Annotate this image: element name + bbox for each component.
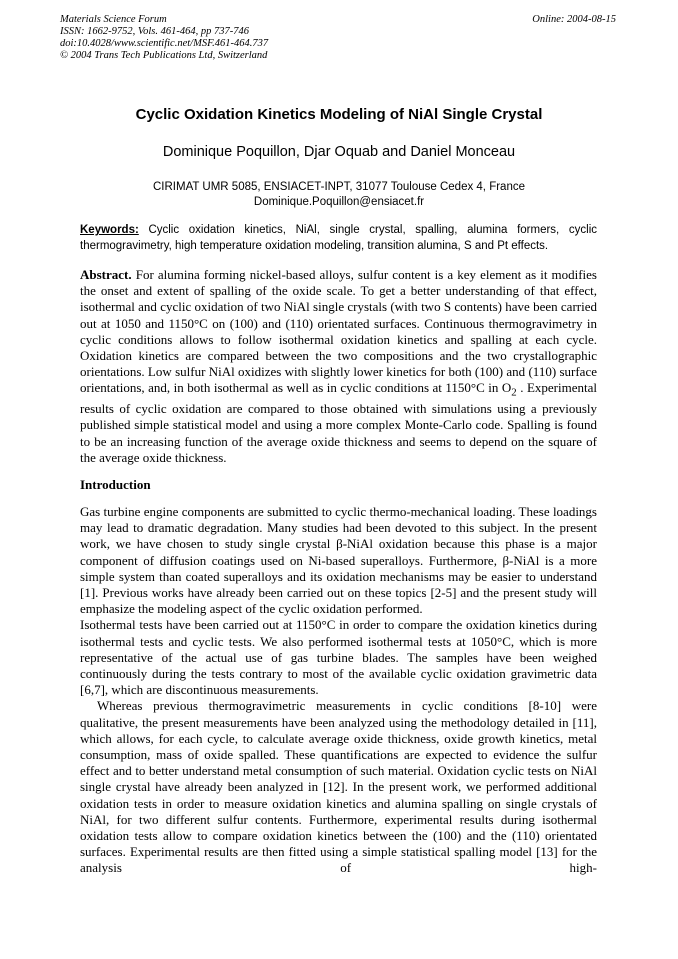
paper-authors: Dominique Poquillon, Djar Oquab and Daniel Monceau	[162, 144, 516, 160]
keywords-text: Cyclic oxidation kinetics, NiAl, single crystal, spalling, alumina formers, cyclic thermogravimetry, high temperature oxidation modeling, transition alumina, S and Pt effects.	[80, 224, 597, 252]
online-date: Online: 2004-08-15	[532, 14, 616, 25]
journal-copyright: © 2004 Trans Tech Publications Ltd, Switzerland	[60, 50, 268, 61]
journal-header	[60, 14, 616, 62]
abstract-label: Abstract.	[80, 267, 132, 282]
intro-paragraph-2: Isothermal tests have been carried out at 1150°C in order to compare the oxidation kinetics during isothermal tests and cyclic tests. We also performed isothermal tests at 1050°C, which is more representative of the actual use of gas turbine blades. The samples have been weighed continuously during the tests contrary to most of the available cyclic oxidation gravimetric data [6,7], which are discontinuous measurements.	[80, 617, 597, 698]
journal-issn: ISSN: 1662-9752, Vols. 461-464, pp 737-746	[60, 26, 249, 37]
author-email: Dominique.Poquillon@ensiacet.fr	[253, 196, 425, 208]
intro-paragraph-1: Gas turbine engine components are submitted to cyclic thermo-mechanical loading. These loadings may lead to dramatic degradation. Many studies had been devoted to this subject. In the present work, we have chosen to study single crystal β-NiAl oxidation because this phase is a major component of diffusion coatings used on Ni-based superalloys. Furthermore, β-NiAl is a more simple system than coated superalloys and its oxidation mechanisms may be easier to understand [1]. Previous works have already been carried out on these topics [2-5] and the present study will emphasize the modeling aspect of the cyclic oxidation performed.	[80, 504, 597, 617]
abstract-text-part2: . Experimental results of cyclic oxidation are compared to those obtained with simulations using a previously published simple statistical model and using a more complex Monte-Carlo code. Spalling is found to be an increasing function of the average oxide thickness and seems to depend on the square of the average oxide thickness.	[80, 380, 597, 465]
section-heading-introduction: Introduction	[80, 477, 151, 492]
paper-title: Cyclic Oxidation Kinetics Modeling of NiAl Single Crystal	[135, 106, 543, 123]
journal-doi: doi:10.4028/www.scientific.net/MSF.461-464.737	[60, 38, 269, 49]
intro-paragraph-3: Whereas previous thermogravimetric measurements in cyclic conditions [8-10] were qualitative, the present measurements have been analyzed using the methodology detailed in [11], which allows, for each cycle, to calculate average oxide thickness, oxide growth kinetics, metal consumption, mass of oxide spalled. These quantifications are expected to evidence the sulfur effect and to better understand metal consumption of such material. Oxidation cyclic tests on NiAl single crystal have already been analyzed in [12]. In the present work, we performed additional oxidation tests in order to measure oxidation kinetics and alumina spalling on single crystals of NiAl, for two different sulfur contents. Furthermore, experimental results during isothermal oxidation tests allow to compare oxidation kinetics between the (100) and the (110) orientated surfaces. Experimental results are then fitted using a simple statistical spalling model [13] for the analysis of high-	[80, 698, 597, 876]
affiliation-address: CIRIMAT UMR 5085, ENSIACET-INPT, 31077 Toulouse Cedex 4, France	[153, 181, 525, 193]
journal-name: Materials Science Forum	[60, 14, 167, 25]
author-affiliation	[0, 180, 678, 210]
abstract-subscript: 2	[511, 387, 517, 400]
abstract-block	[80, 267, 597, 466]
keywords-block	[80, 222, 597, 254]
abstract-text-part1: For alumina forming nickel-based alloys, sulfur content is a key element as it modifies the onset and extent of spalling of the oxide scale. To get a better understanding of that effect, isothermal and cyclic oxidation of two NiAl single crystals (with two S contents) have been carried out at 1050 and 1150°C on (100) and (110) orientated surfaces. Continuous thermogravimetry in cyclic conditions allows to follow isothermal oxidation kinetics and spalling at each cycle. Oxidation kinetics are compared between the two compositions and the two crystallographic orientations. Low sulfur NiAl oxidizes with slightly lower kinetics for both (100) and (110) surface orientations, and, in both isothermal as well as in cyclic conditions at 1150°C in O	[80, 267, 597, 396]
keywords-label: Keywords:	[80, 224, 139, 236]
introduction-body	[80, 504, 597, 877]
